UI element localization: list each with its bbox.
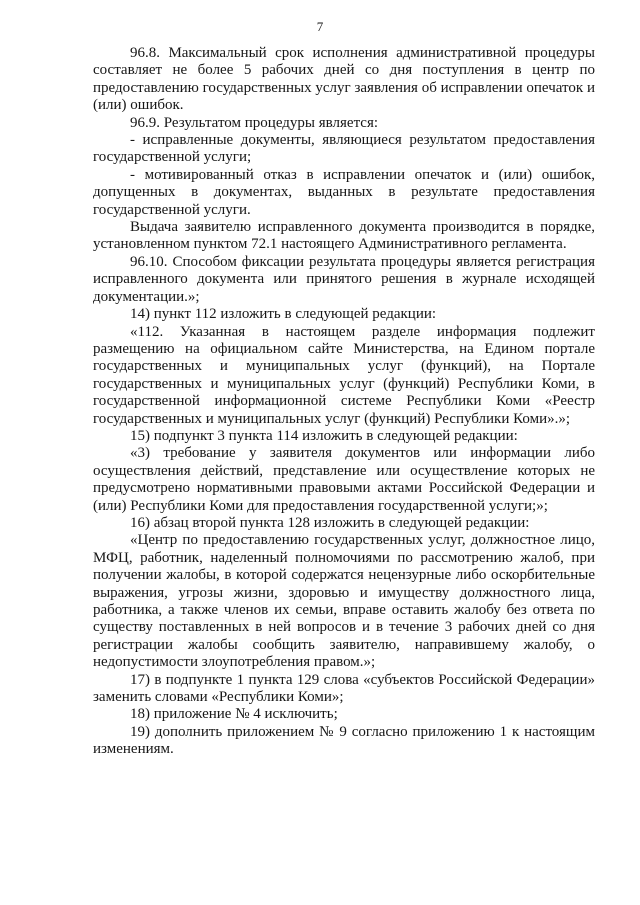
quoted-paragraph-128: «Центр по предоставлению государственных услуг, должностное лицо, МФЦ, работник, наделенный полномочиями по рассмотрению жалоб, при получении жалобы, в которой содержатся нецензурные либо оскорбительные выражения, угрозы жизни, здоровью и имуществу должностного лица, работника, а также членов их семьи, вправе оставить жалобу без ответа по существу поставленных в ней вопросов и в течение 3 рабочих дней со дня регистрации жалобы сообщить заявителю, направившему жалобу, о недопустимости злоупотребления правом.»; xyxy=(93,532,595,671)
amendment-17: 17) в подпункте 1 пункта 129 слова «субъектов Российской Федерации» заменить словами «Республики Коми»; xyxy=(93,671,595,706)
amendment-16: 16) абзац второй пункта 128 изложить в следующей редакции: xyxy=(130,514,530,531)
amendment-18: 18) приложение № 4 исключить; xyxy=(130,706,338,723)
amendment-19: 19) дополнить приложением № 9 согласно приложению 1 к настоящим изменениям. xyxy=(93,723,595,758)
paragraph-96-9: 96.9. Результатом процедуры является: xyxy=(130,114,379,131)
list-item-corrected-documents: - исправленные документы, являющиеся результатом предоставления государственной услуги; xyxy=(93,132,595,166)
paragraph-issuance: Выдача заявителю исправленного документа производится в порядке, установленном пунктом 72.1 настоящего Административного регламента. xyxy=(93,219,595,253)
amendment-15: 15) подпункт 3 пункта 114 изложить в следующей редакции: xyxy=(130,427,518,444)
paragraph-96-8: 96.8. Максимальный срок исполнения административной процедуры составляет не более 5 рабочих дней со дня поступления в центр по предоставлению государственных услуг заявления об исправлении опечаток и (или) ошибок. xyxy=(93,45,595,114)
quoted-point-112: «112. Указанная в настоящем разделе информация подлежит размещению на официальном сайте Министерства, на Едином портале государственных и муниципальных услуг (функций), на Портале государственных и муниципальных услуг (функций) Республики Коми, в государственной информационной системе Республики Коми «Реестр государственных и муниципальных услуг (функций) Республики Коми».»; xyxy=(93,323,595,427)
paragraph-96-10: 96.10. Способом фиксации результата процедуры является регистрация исправленного документа или принятого решения в журнале исходящей документации.»; xyxy=(93,253,595,305)
document-body xyxy=(93,45,595,759)
quoted-subpoint-3: «3) требование у заявителя документов или информации либо осуществления действий, представление или осуществление которых не предусмотрено нормативными правовыми актами Российской Федерации и (или) Республики Коми для предоставления государственной услуги;»; xyxy=(93,445,595,514)
list-item-refusal: - мотивированный отказ в исправлении опечаток и (или) ошибок, допущенных в документах, выданных в результате предоставления государственной услуги. xyxy=(93,166,595,218)
amendment-14: 14) пункт 112 изложить в следующей редакции: xyxy=(130,306,437,323)
page-number: 7 xyxy=(316,19,324,34)
